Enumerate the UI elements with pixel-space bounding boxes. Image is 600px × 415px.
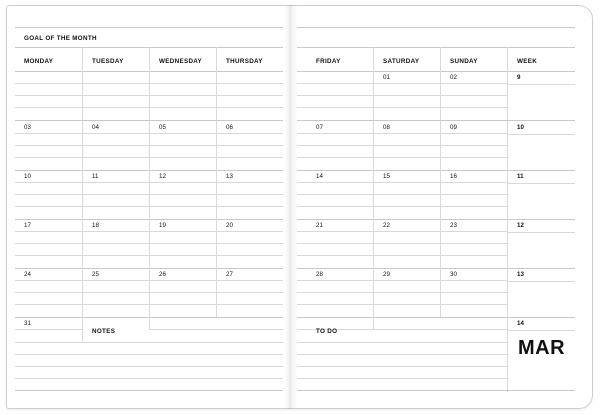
- column-divider: [440, 121, 441, 170]
- column-divider: [373, 268, 374, 317]
- column-divider: [373, 121, 374, 170]
- date-cell-31: 31: [24, 320, 31, 327]
- column-divider: [373, 170, 374, 219]
- date-cell-28: 28: [316, 271, 323, 278]
- date-cell-02: 02: [450, 74, 457, 81]
- week-row-bottom-line: [297, 219, 575, 220]
- week-row-bottom-line: [297, 120, 575, 121]
- column-divider: [373, 219, 374, 268]
- date-cell-25: 25: [92, 271, 99, 278]
- month-label: MAR: [518, 337, 566, 359]
- column-divider: [82, 71, 83, 120]
- date-cell-14: 14: [316, 173, 323, 180]
- date-cell-19: 19: [159, 222, 166, 229]
- column-divider: [149, 170, 150, 219]
- week14-divider: [507, 317, 508, 392]
- date-cell-22: 22: [383, 222, 390, 229]
- column-divider: [507, 121, 508, 170]
- column-divider: [149, 121, 150, 170]
- goal-row-top-line-right: [297, 27, 575, 28]
- date-cell-10: 10: [24, 173, 31, 180]
- header-column-divider: [216, 47, 217, 71]
- ruled-line: [297, 280, 507, 281]
- todo-ruled-line: [297, 366, 507, 367]
- header-row-top-line-right: [297, 47, 575, 48]
- day-header-tuesday: TUESDAY: [92, 58, 124, 65]
- ruled-line: [297, 292, 507, 293]
- week-column-line: [507, 232, 575, 233]
- date-cell-03: 03: [24, 124, 31, 131]
- notes-underline: [149, 329, 283, 330]
- goal-row-top-line: [15, 27, 283, 28]
- week-row-bottom-line: [297, 317, 575, 318]
- column-divider: [82, 121, 83, 170]
- date-cell-13: 13: [226, 173, 233, 180]
- ruled-line: [297, 243, 507, 244]
- column-divider: [216, 268, 217, 317]
- date-cell-27: 27: [226, 271, 233, 278]
- week-number-14: 14: [517, 320, 524, 327]
- notebook-spine: [284, 5, 298, 409]
- date-cell-04: 04: [92, 124, 99, 131]
- date-cell-17: 17: [24, 222, 31, 229]
- column-divider: [440, 170, 441, 219]
- header-column-divider: [149, 47, 150, 71]
- todo-ruled-line: [297, 354, 507, 355]
- goal-of-the-month-label: GOAL OF THE MONTH: [24, 35, 97, 42]
- ruled-line: [297, 255, 507, 256]
- week-number-11: 11: [517, 173, 524, 180]
- header-column-divider: [82, 47, 83, 71]
- notes-ruled-line: [15, 342, 283, 343]
- date-cell-24: 24: [24, 271, 31, 278]
- header-column-divider: [373, 47, 374, 71]
- bottom-line: [15, 390, 283, 391]
- column-divider: [373, 71, 374, 120]
- notes-divider: [82, 317, 83, 342]
- week-number-12: 12: [517, 222, 524, 229]
- date-cell-26: 26: [159, 271, 166, 278]
- header-column-divider: [507, 47, 508, 71]
- ruled-line: [297, 231, 507, 232]
- day-header-friday: FRIDAY: [316, 58, 341, 65]
- date-cell-09: 09: [450, 124, 457, 131]
- date-cell-05: 05: [159, 124, 166, 131]
- week-column-line: [507, 84, 575, 85]
- date-cell-15: 15: [383, 173, 390, 180]
- column-divider: [216, 71, 217, 120]
- column-divider: [507, 219, 508, 268]
- header-row-bottom-line-right: [297, 71, 575, 72]
- date-cell-11: 11: [92, 173, 99, 180]
- column-divider: [149, 268, 150, 317]
- bottom-line-right: [297, 390, 575, 391]
- todo-ruled-line: [297, 342, 507, 343]
- column-divider: [507, 170, 508, 219]
- date-cell-29: 29: [383, 271, 390, 278]
- ruled-line: [297, 304, 507, 305]
- date-cell-20: 20: [226, 222, 233, 229]
- notes-label: NOTES: [92, 328, 116, 335]
- date-cell-18: 18: [92, 222, 99, 229]
- ruled-line: [297, 107, 507, 108]
- column-divider: [440, 219, 441, 268]
- day-header-sunday: SUNDAY: [450, 58, 478, 65]
- day-header-monday: MONDAY: [24, 58, 54, 65]
- column-divider: [216, 219, 217, 268]
- date-cell-07: 07: [316, 124, 323, 131]
- notes-ruled-line: [15, 378, 283, 379]
- notes-divider: [149, 317, 150, 329]
- column-divider: [82, 219, 83, 268]
- todo-label: TO DO: [316, 328, 338, 335]
- todo-underline: [373, 329, 507, 330]
- date-cell-21: 21: [316, 222, 323, 229]
- column-divider: [440, 268, 441, 317]
- column-divider: [149, 219, 150, 268]
- ruled-line: [297, 95, 507, 96]
- date-cell-23: 23: [450, 222, 457, 229]
- ruled-line: [297, 133, 507, 134]
- ruled-line: [297, 194, 507, 195]
- ruled-line: [297, 83, 507, 84]
- week-column-line: [507, 330, 575, 331]
- week-column-line: [507, 281, 575, 282]
- date-cell-12: 12: [159, 173, 166, 180]
- column-divider: [216, 121, 217, 170]
- column-divider: [82, 170, 83, 219]
- week-row-bottom-line: [297, 170, 575, 171]
- week-column-line: [507, 183, 575, 184]
- date-cell-08: 08: [383, 124, 390, 131]
- week-row-bottom-line: [297, 268, 575, 269]
- ruled-line: [297, 145, 507, 146]
- todo-divider: [373, 317, 374, 329]
- week-header: WEEK: [517, 58, 538, 65]
- notes-ruled-line: [15, 354, 283, 355]
- column-divider: [440, 71, 441, 120]
- column-divider: [507, 71, 508, 120]
- date-cell-16: 16: [450, 173, 457, 180]
- week-number-13: 13: [517, 271, 524, 278]
- column-divider: [216, 170, 217, 219]
- todo-ruled-line: [297, 378, 507, 379]
- week-number-9: 9: [517, 74, 521, 81]
- column-divider: [149, 71, 150, 120]
- ruled-line: [297, 157, 507, 158]
- date-cell-06: 06: [226, 124, 233, 131]
- week-column-line: [507, 134, 575, 135]
- date-cell-30: 30: [450, 271, 457, 278]
- day-header-thursday: THURSDAY: [226, 58, 263, 65]
- header-column-divider: [440, 47, 441, 71]
- date-cell-01: 01: [383, 74, 390, 81]
- day-header-wednesday: WEDNESDAY: [159, 58, 203, 65]
- ruled-line: [297, 182, 507, 183]
- column-divider: [82, 268, 83, 317]
- date31-line: [15, 329, 82, 330]
- day-header-saturday: SATURDAY: [383, 58, 420, 65]
- notes-ruled-line: [15, 366, 283, 367]
- column-divider: [507, 268, 508, 317]
- week-number-10: 10: [517, 124, 524, 131]
- ruled-line: [297, 206, 507, 207]
